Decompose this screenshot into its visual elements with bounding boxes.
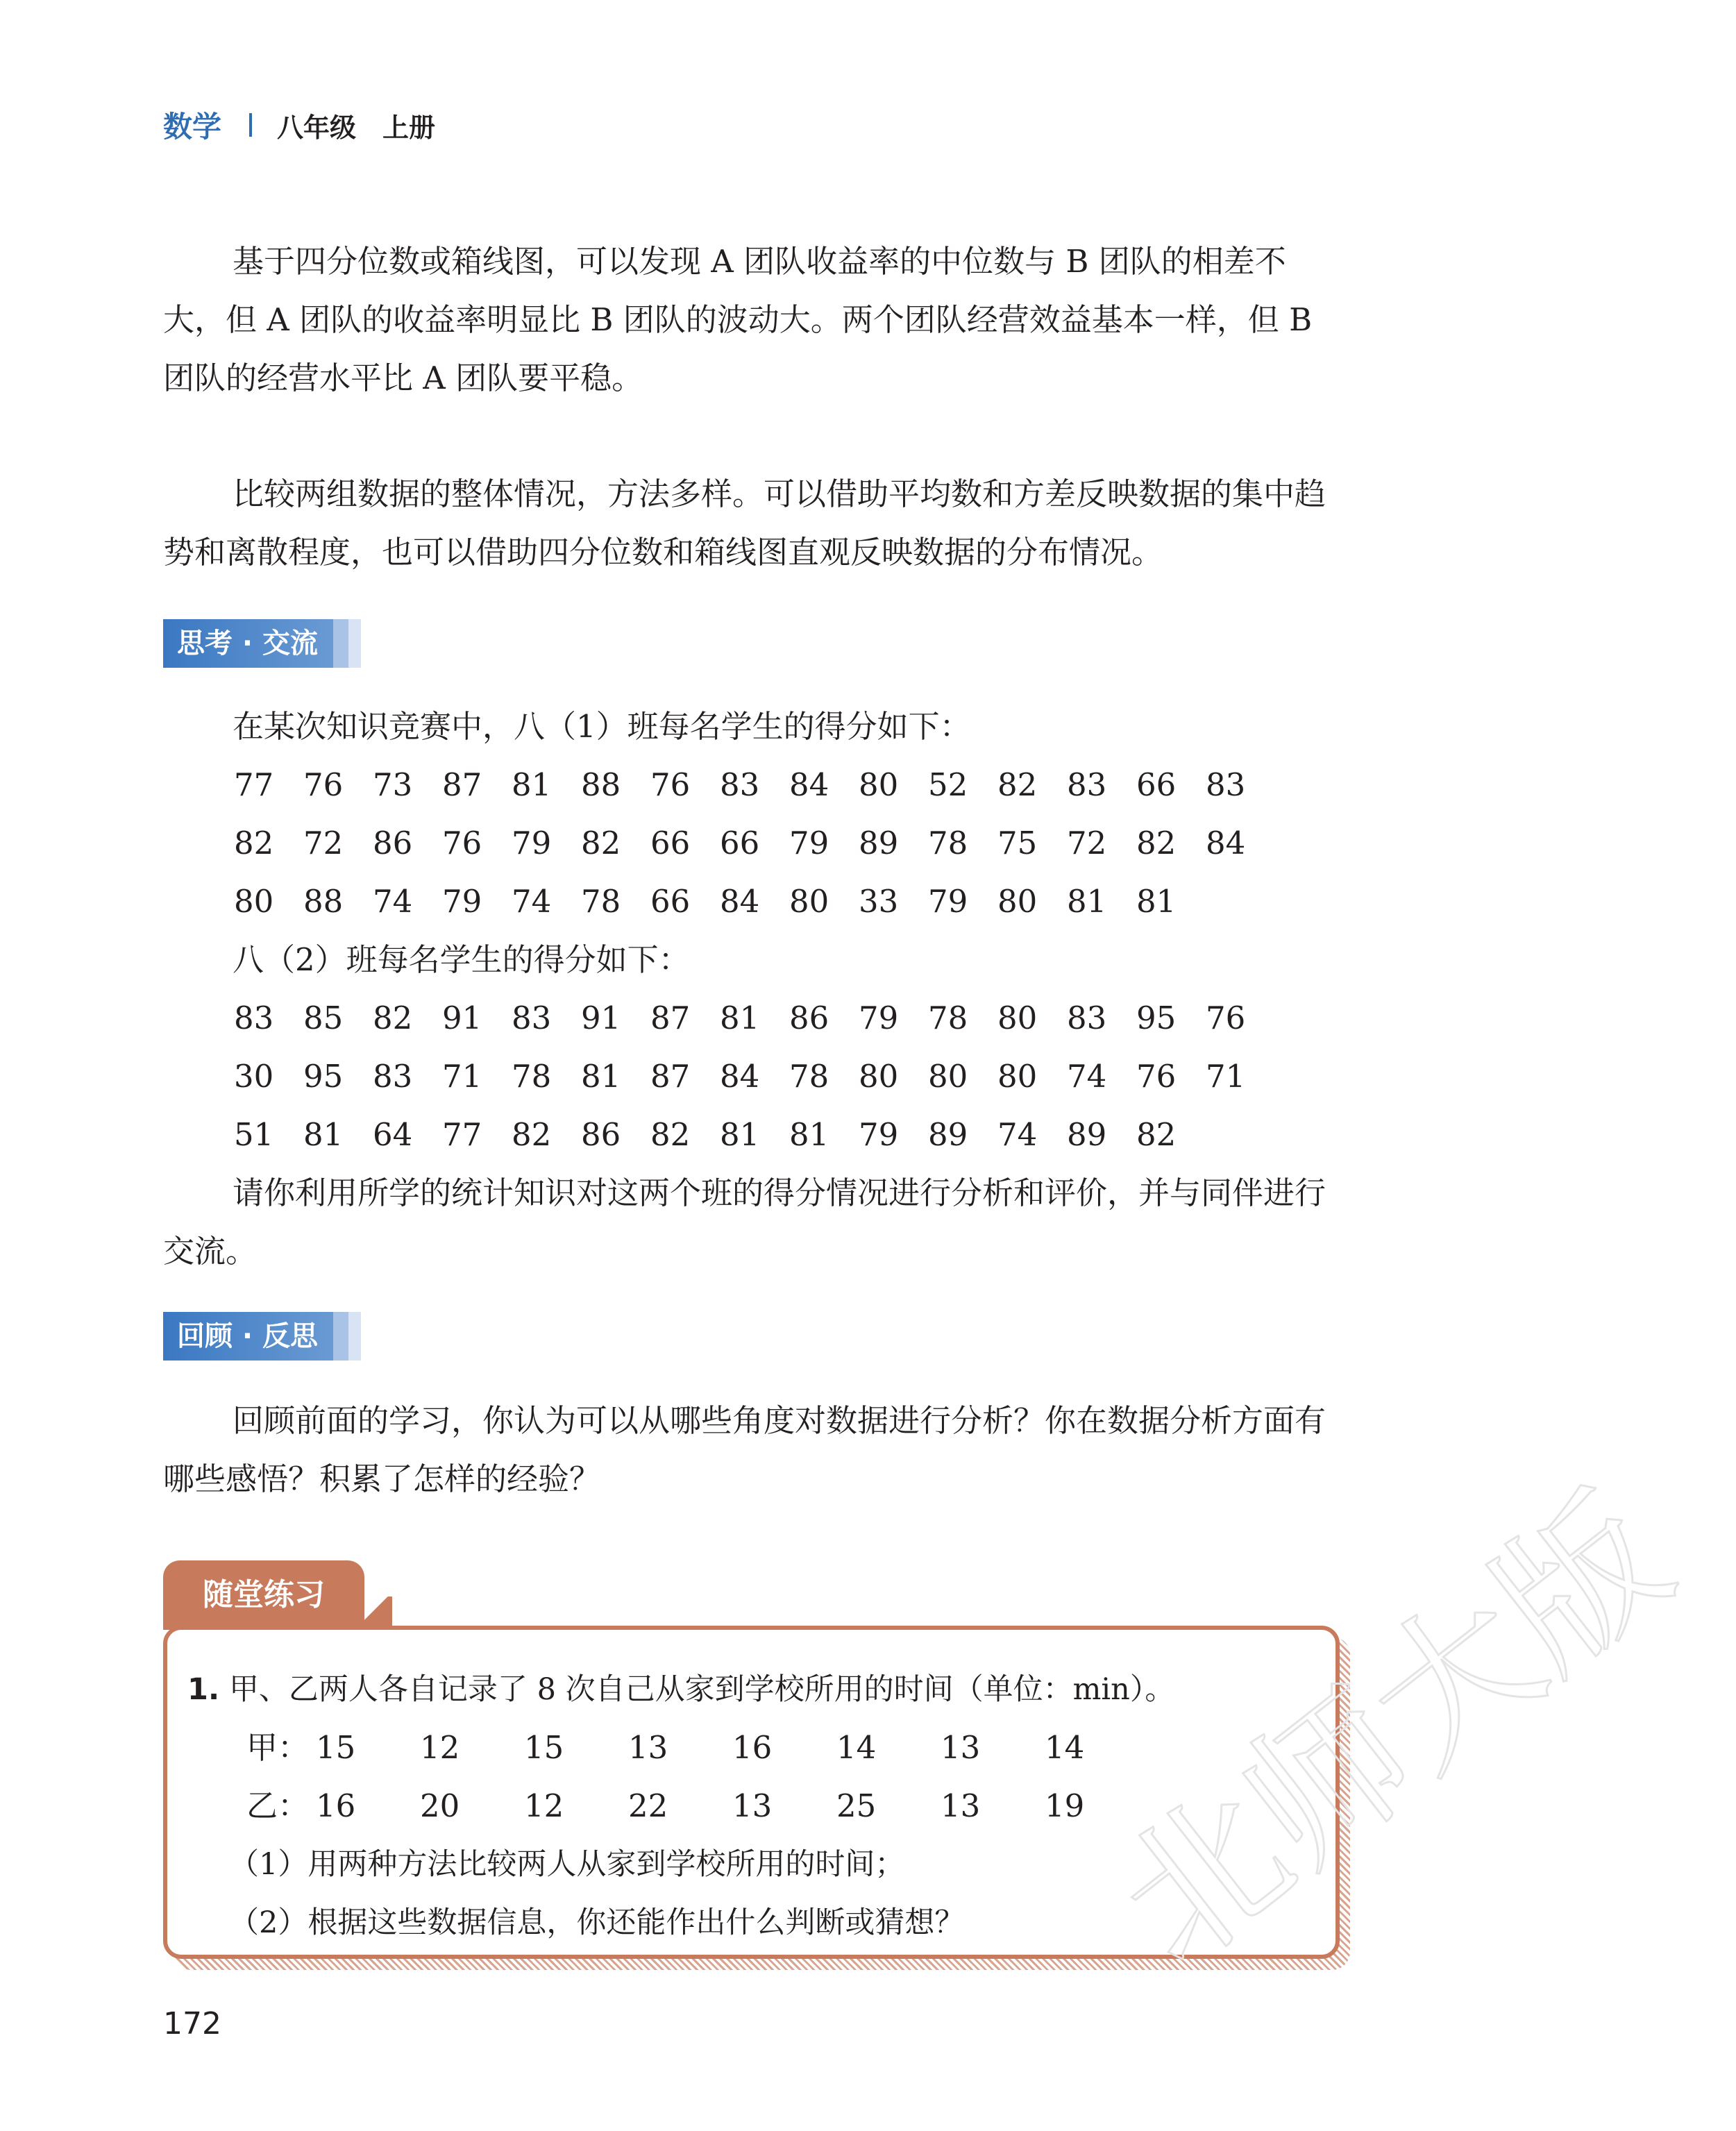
score-cell: 74 xyxy=(1067,1058,1107,1095)
score-cell: 75 xyxy=(997,825,1038,861)
time-cell: 15 xyxy=(316,1729,356,1766)
practice-tab: 随堂练习 xyxy=(163,1560,364,1630)
score-cell: 83 xyxy=(1067,1000,1107,1036)
score-row xyxy=(234,1047,1275,1106)
score-cell: 78 xyxy=(789,1058,829,1095)
score-cell: 80 xyxy=(234,883,274,920)
class2-scores xyxy=(234,989,1275,1164)
score-cell: 74 xyxy=(373,883,413,920)
tag-stripe xyxy=(348,1312,361,1361)
review-text xyxy=(163,1392,1343,1508)
score-cell: 66 xyxy=(720,825,760,861)
score-cell: 79 xyxy=(789,825,829,861)
score-cell: 80 xyxy=(859,766,899,803)
score-cell: 73 xyxy=(373,766,413,803)
score-cell: 66 xyxy=(650,883,691,920)
think-question xyxy=(163,1164,1343,1281)
score-row xyxy=(234,1106,1275,1164)
score-cell: 89 xyxy=(859,825,899,861)
tag-stripe xyxy=(333,1312,348,1361)
score-cell: 84 xyxy=(789,766,829,803)
score-cell: 83 xyxy=(512,1000,552,1036)
score-cell: 95 xyxy=(303,1058,344,1095)
score-cell: 85 xyxy=(303,1000,344,1036)
score-cell: 79 xyxy=(928,883,968,920)
score-row xyxy=(234,873,1275,931)
score-cell: 82 xyxy=(234,825,274,861)
time-cell: 13 xyxy=(941,1729,981,1766)
header-subject: 数学 xyxy=(163,110,222,144)
time-cell: 12 xyxy=(420,1729,460,1766)
time-cell: 20 xyxy=(420,1787,460,1824)
score-cell: 71 xyxy=(442,1058,482,1095)
score-cell: 79 xyxy=(859,1000,899,1036)
score-cell: 77 xyxy=(234,766,274,803)
time-cell: 16 xyxy=(732,1729,773,1766)
score-cell: 81 xyxy=(581,1058,621,1095)
score-cell: 79 xyxy=(442,883,482,920)
think-question-text: 请你利用所学的统计知识对这两个班的得分情况进行分析和评价，并与同伴进行交流。 xyxy=(163,1174,1326,1270)
score-cell: 81 xyxy=(303,1116,344,1153)
score-cell: 78 xyxy=(581,883,621,920)
score-cell: 86 xyxy=(581,1116,621,1153)
score-cell: 86 xyxy=(789,1000,829,1036)
class1-scores xyxy=(234,756,1275,931)
score-cell: 77 xyxy=(442,1116,482,1153)
score-cell: 91 xyxy=(581,1000,621,1036)
score-cell: 79 xyxy=(512,825,552,861)
score-cell: 83 xyxy=(1206,766,1246,803)
paragraph-compare-methods-text: 比较两组数据的整体情况，方法多样。可以借助平均数和方差反映数据的集中趋势和离散程度，也可以借助四分位数和箱线图直观反映数据的分布情况。 xyxy=(163,475,1326,571)
tag-stripe xyxy=(333,619,348,668)
practice-tab-tail xyxy=(351,1597,392,1630)
score-cell: 80 xyxy=(859,1058,899,1095)
class2-intro xyxy=(163,931,1343,989)
score-cell: 79 xyxy=(859,1116,899,1153)
score-cell: 30 xyxy=(234,1058,274,1095)
paragraph-boxplot-conclusion-text: 基于四分位数或箱线图，可以发现 A 团队收益率的中位数与 B 团队的相差不大，但 A 团队的收益率明显比 B 团队的波动大。两个团队经营效益基本一样，但 B 团队的经营水平比 A 团队要平稳。 xyxy=(163,243,1313,396)
score-cell: 81 xyxy=(1067,883,1107,920)
score-cell: 72 xyxy=(1067,825,1107,861)
time-cell: 13 xyxy=(941,1787,981,1824)
score-cell: 84 xyxy=(720,883,760,920)
score-cell: 51 xyxy=(234,1116,274,1153)
review-text-content: 回顾前面的学习，你认为可以从哪些角度对数据进行分析？你在数据分析方面有哪些感悟？积累了怎样的经验？ xyxy=(163,1402,1326,1497)
score-cell: 78 xyxy=(928,1000,968,1036)
score-row xyxy=(234,989,1275,1047)
score-cell: 80 xyxy=(928,1058,968,1095)
header-book: 上册 xyxy=(382,112,436,143)
score-cell: 80 xyxy=(789,883,829,920)
score-cell: 83 xyxy=(373,1058,413,1095)
yi-times xyxy=(246,1777,1149,1835)
score-cell: 80 xyxy=(997,883,1038,920)
section-tag-think-label: 思考 · 交流 xyxy=(163,619,333,668)
exercise-question-2: （2）根据这些数据信息，你还能作出什么判断或猜想？ xyxy=(229,1905,965,1940)
score-cell: 33 xyxy=(859,883,899,920)
section-tag-review-label: 回顾 · 反思 xyxy=(163,1312,333,1361)
class1-intro xyxy=(163,698,1343,756)
exercise-stem-text: 甲、乙两人各自记录了 8 次自己从家到学校所用的时间（单位：min）。 xyxy=(228,1672,1175,1707)
running-header xyxy=(163,104,435,146)
score-cell: 66 xyxy=(650,825,691,861)
score-cell: 76 xyxy=(442,825,482,861)
score-cell: 82 xyxy=(1136,825,1177,861)
paragraph-boxplot-conclusion xyxy=(163,233,1343,407)
score-cell: 82 xyxy=(581,825,621,861)
score-cell: 82 xyxy=(373,1000,413,1036)
score-cell: 82 xyxy=(1136,1116,1177,1153)
header-divider xyxy=(249,113,252,137)
score-cell: 87 xyxy=(650,1000,691,1036)
score-cell: 86 xyxy=(373,825,413,861)
time-cell: 15 xyxy=(524,1729,564,1766)
score-cell: 82 xyxy=(512,1116,552,1153)
score-cell: 87 xyxy=(442,766,482,803)
score-cell: 78 xyxy=(928,825,968,861)
score-cell: 82 xyxy=(997,766,1038,803)
time-cell: 13 xyxy=(628,1729,668,1766)
section-tag-think xyxy=(163,619,361,668)
score-cell: 76 xyxy=(1136,1058,1177,1095)
exercise-stem xyxy=(187,1660,1174,1719)
time-cell: 14 xyxy=(1045,1729,1085,1766)
time-cell: 13 xyxy=(732,1787,773,1824)
time-cell: 22 xyxy=(628,1787,668,1824)
header-grade: 八年级 xyxy=(277,112,357,143)
class2-intro-text: 八（2）班每名学生的得分如下： xyxy=(233,941,690,978)
exercise-number: 1. xyxy=(187,1672,220,1707)
section-tag-review xyxy=(163,1312,361,1361)
publisher-watermark-text: 北师大版 xyxy=(1084,1461,1702,2001)
score-cell: 76 xyxy=(1206,1000,1246,1036)
time-cell: 19 xyxy=(1045,1787,1085,1824)
score-cell: 83 xyxy=(234,1000,274,1036)
score-cell: 81 xyxy=(512,766,552,803)
score-cell: 80 xyxy=(997,1000,1038,1036)
score-cell: 84 xyxy=(1206,825,1246,861)
jia-times xyxy=(246,1719,1149,1777)
score-cell: 64 xyxy=(373,1116,413,1153)
score-cell: 81 xyxy=(1136,883,1177,920)
score-cell: 81 xyxy=(720,1000,760,1036)
score-cell: 81 xyxy=(720,1116,760,1153)
score-cell: 91 xyxy=(442,1000,482,1036)
score-cell: 82 xyxy=(650,1116,691,1153)
yi-label: 乙： xyxy=(246,1787,310,1824)
exercise-question-1: （1）用两种方法比较两人从家到学校所用的时间； xyxy=(229,1847,905,1882)
time-cell: 14 xyxy=(836,1729,877,1766)
score-cell: 95 xyxy=(1136,1000,1177,1036)
score-cell: 81 xyxy=(789,1116,829,1153)
score-cell: 66 xyxy=(1136,766,1177,803)
score-cell: 83 xyxy=(720,766,760,803)
score-cell: 84 xyxy=(720,1058,760,1095)
score-cell: 88 xyxy=(581,766,621,803)
score-cell: 71 xyxy=(1206,1058,1246,1095)
score-cell: 88 xyxy=(303,883,344,920)
score-row xyxy=(234,814,1275,873)
tag-stripe xyxy=(348,619,361,668)
page-number: 172 xyxy=(163,2006,221,2041)
jia-label: 甲： xyxy=(246,1729,310,1766)
score-cell: 76 xyxy=(303,766,344,803)
score-cell: 89 xyxy=(1067,1116,1107,1153)
class1-intro-text: 在某次知识竞赛中，八（1）班每名学生的得分如下： xyxy=(233,708,971,745)
score-cell: 83 xyxy=(1067,766,1107,803)
time-cell: 12 xyxy=(524,1787,564,1824)
score-cell: 76 xyxy=(650,766,691,803)
score-cell: 74 xyxy=(997,1116,1038,1153)
paragraph-compare-methods xyxy=(163,465,1343,582)
time-cell: 16 xyxy=(316,1787,356,1824)
score-cell: 72 xyxy=(303,825,344,861)
score-row xyxy=(234,756,1275,814)
score-cell: 80 xyxy=(997,1058,1038,1095)
score-cell: 74 xyxy=(512,883,552,920)
time-cell: 25 xyxy=(836,1787,877,1824)
score-cell: 78 xyxy=(512,1058,552,1095)
score-cell: 52 xyxy=(928,766,968,803)
score-cell: 89 xyxy=(928,1116,968,1153)
score-cell: 87 xyxy=(650,1058,691,1095)
